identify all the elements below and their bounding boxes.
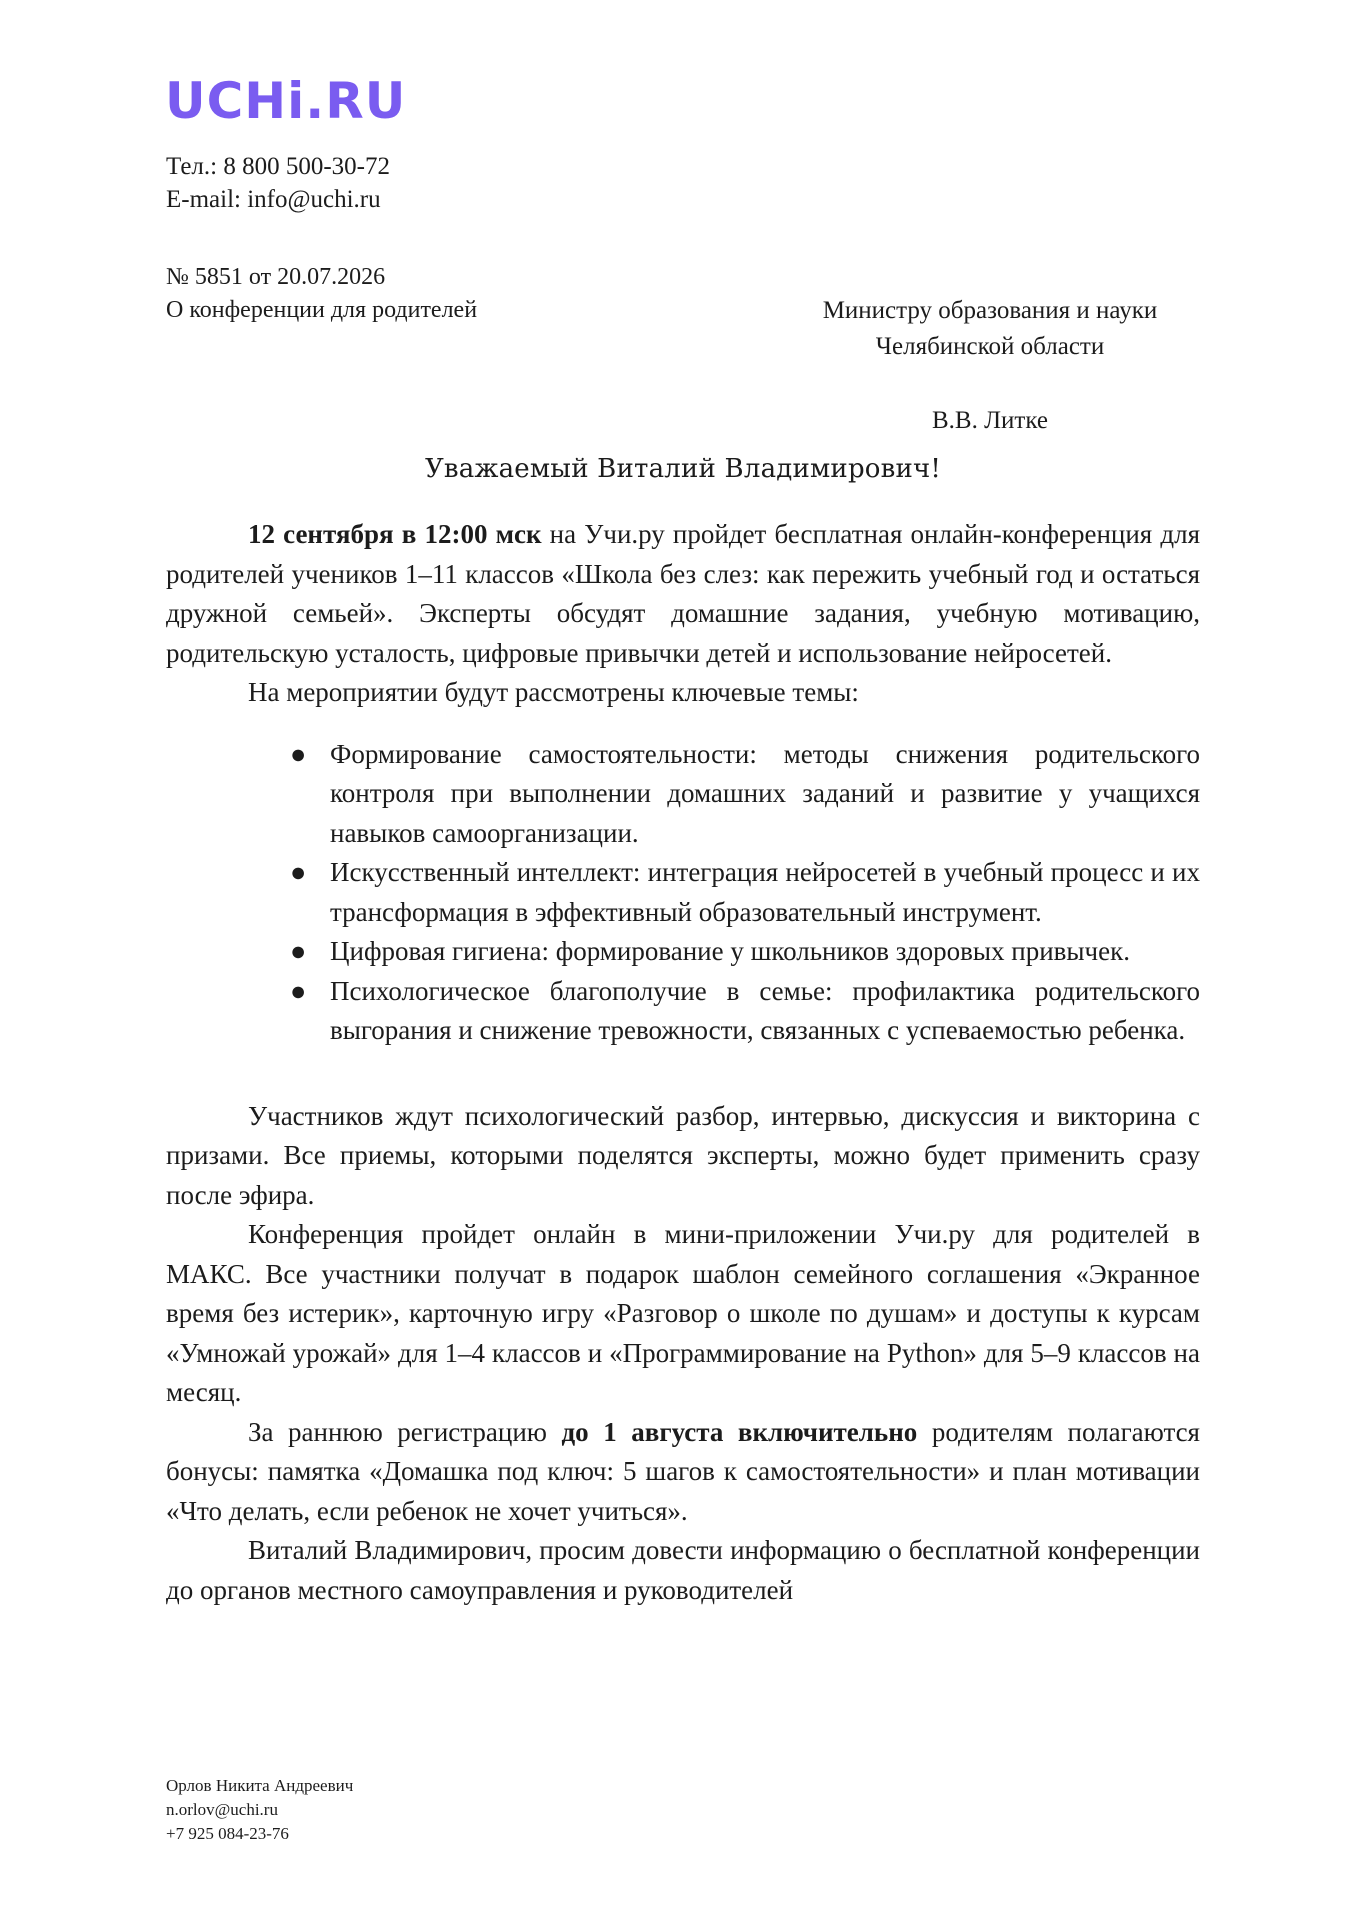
list-item	[166, 853, 1200, 932]
topic-text: Психологическое благополучие в семье: профилактика родительского выгорания и снижение тревожности, связанных с успеваемостью ребенка.	[330, 975, 1200, 1045]
letter-body	[166, 515, 1200, 1610]
topic-text: Искусственный интеллект: интеграция нейросетей в учебный процесс и их трансформация в эффективный образовательный инструмент.	[330, 857, 1200, 927]
addressee-name: В.В. Литке	[932, 407, 1048, 434]
addressee-position-line2: Челябинской области	[875, 333, 1105, 360]
email-line: E-mail: info@uchi.ru	[166, 186, 381, 213]
addressee-position-line1: Министру образования и науки	[822, 297, 1158, 324]
letter-reference	[166, 261, 477, 327]
list-item	[166, 972, 1200, 1051]
spacer	[166, 1073, 1200, 1097]
bullet-icon: ●	[290, 975, 307, 1006]
bullet-icon: ●	[290, 738, 307, 769]
paragraph-topics-intro: На мероприятии будут рассмотрены ключевые темы:	[248, 677, 859, 707]
event-datetime: 12 сентября в 12:00 мск	[248, 519, 542, 549]
list-item	[166, 932, 1200, 972]
paragraph-intro	[166, 515, 1200, 673]
letter-subject: О конференции для родителей	[166, 297, 478, 323]
signer-phone: +7 925 084-23-76	[166, 1824, 289, 1843]
paragraph-activities: Участников ждут психологический разбор, интервью, дискуссия и викторина с призами. Все приемы, которыми поделятся эксперты, можно будет применить сразу после эфира.	[166, 1100, 1200, 1210]
topic-text: Цифровая гигиена: формирование у школьников здоровых привычек.	[330, 936, 1130, 966]
topic-text: Формирование самостоятельности: методы снижения родительского контроля при выполнении домашних заданий и развитие у учащихся навыков самоорганизации.	[330, 738, 1200, 848]
bullet-icon: ●	[290, 936, 307, 966]
bonus-text-start: За раннюю регистрацию	[248, 1416, 562, 1447]
addressee-block	[780, 293, 1200, 365]
signer-name: Орлов Никита Андреевич	[166, 1776, 354, 1795]
registration-deadline: до 1 августа включительно	[561, 1416, 918, 1447]
company-contacts	[166, 150, 390, 216]
topics-list	[166, 735, 1200, 1051]
intro-text: на Учи.ру пройдет бесплатная онлайн-конференция для родителей учеников 1–11 классов «Школа без слез: как пережить учебный год и остаться дружной семьей». Эксперты обсудят домашние задания, учебную мотивацию, родительскую усталость, цифровые привычки детей и использование нейросетей.	[166, 519, 1200, 668]
phone-line: Тел.: 8 800 500-30-72	[166, 153, 390, 180]
paragraph-bonuses	[166, 1413, 1200, 1532]
list-item	[166, 735, 1200, 854]
salutation: Уважаемый Виталий Владимирович!	[424, 454, 942, 484]
letter-number: № 5851 от 20.07.2026	[166, 264, 386, 290]
bullet-icon: ●	[290, 857, 307, 887]
paragraph-gifts: Конференция пройдет онлайн в мини-приложении Учи.ру для родителей в МАКС. Все участники получат в подарок шаблон семейного соглашения «Экранное время без истерик», карточную игру «Разговор о школе по душам» и доступы к курсам «Умножай урожай» для 1–4 классов и «Программирование на Python» для 5–9 классов на месяц.	[166, 1219, 1200, 1407]
uchi-logo: UCHi.RU	[165, 72, 407, 130]
signer-contacts	[166, 1774, 353, 1846]
paragraph-request: Виталий Владимирович, просим довести информацию о бесплатной конференции до органов местного самоуправления и руководителей	[166, 1535, 1200, 1605]
signer-email: n.orlov@uchi.ru	[166, 1800, 278, 1819]
bonus-text-rest: родителям полагаются бонусы: памятка «Домашка под ключ: 5 шагов к самостоятельности» и план мотивации «Что делать, если ребенок не хочет учиться».	[166, 1416, 1200, 1526]
